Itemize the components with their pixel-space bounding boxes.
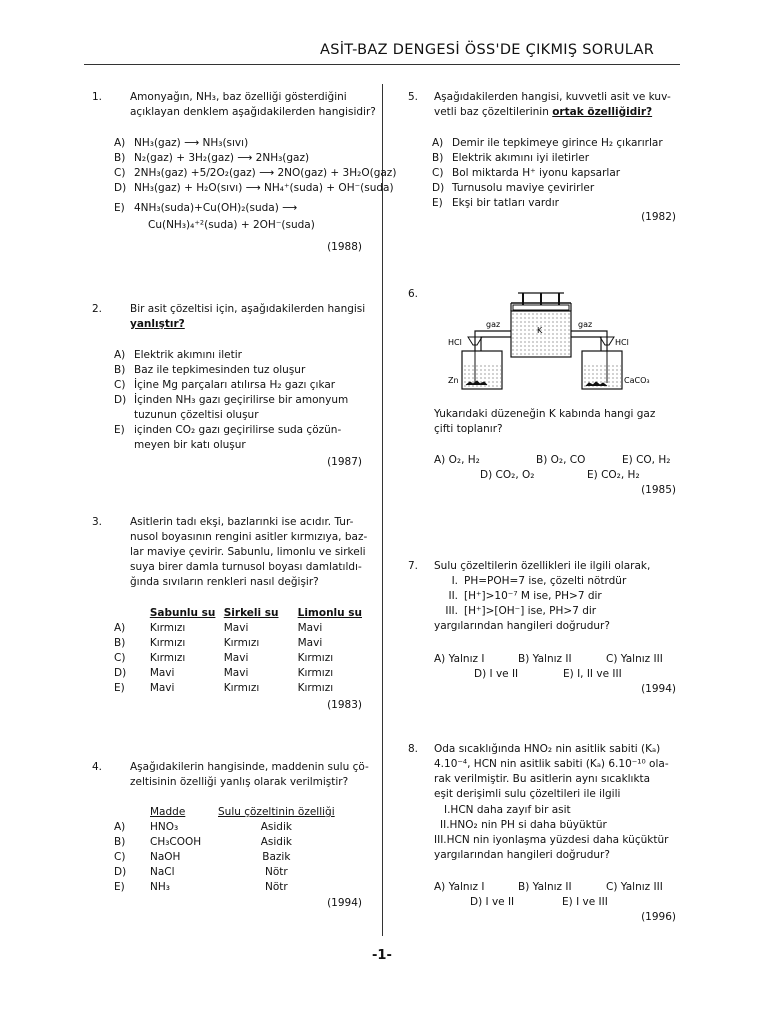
statement-i: I.HCN daha zayıf bir asit: [444, 804, 571, 816]
question-text: eşit derişimli sulu çözeltileri ile ilgili: [434, 788, 621, 800]
question-4: [92, 760, 369, 920]
column-header: Madde: [150, 806, 186, 818]
gas-right-label: gaz: [578, 320, 593, 329]
table-row[interactable]: A) Kırmızı Mavi Mavi: [114, 622, 323, 634]
table-row[interactable]: A) HNO₃ Asidik: [114, 821, 292, 833]
column-header: Sabunlu su: [149, 607, 216, 619]
table-row[interactable]: B) Kırmızı Kırmızı Mavi: [114, 637, 323, 649]
question-text: Yukarıdaki düzeneğin K kabında hangi gaz: [434, 408, 656, 420]
left-flask: [462, 351, 502, 389]
table-row[interactable]: D) NaCl Nötr: [114, 866, 288, 878]
question-text: Aşağıdakilerin hangisinde, maddenin sulu çö-: [130, 761, 369, 773]
question-text: Aşağıdakilerden hangisi, kuvvetli asit ve kuv-: [434, 91, 671, 103]
zn-label: Zn: [448, 376, 459, 385]
question-text: açıklayan denklem aşağıdakilerden hangisidir?: [130, 106, 376, 118]
question-1: 1. Amonyağın, NH₃, baz özelliği gösterdiğini açıklayan denklem aşağıdakilerden hangisidir? A) NH₃(gaz) ⟶ NH₃(sıvı) B) N₂(gaz) + 3H₂(gaz) ⟶ 2NH₃(gaz) C) 2NH₃(gaz) +5/2O₂(gaz) ⟶ 2NO(gaz) + 3H₂O(gaz) D) NH₃(gaz) + H₂O(sıvı) ⟶ NH₄⁺(suda) + OH⁻(suda) E) 4NH₃(suda)+Cu(OH)₂(suda) ⟶ Cu(NH₃)₄⁺²(suda) + 2OH⁻(suda) (1988): [92, 91, 397, 253]
question-year: (1988): [327, 241, 362, 253]
hcl-right-label: HCl: [615, 338, 629, 347]
question-number: 5.: [408, 91, 419, 103]
gas-collection-apparatus-diagram: [448, 289, 668, 399]
vessel-k-label: K: [537, 326, 543, 335]
question-year: (1985): [641, 484, 676, 496]
option-d[interactable]: D) I ve II: [474, 668, 519, 680]
question-text: yargılarından hangileri doğrudur?: [434, 849, 610, 861]
caco3-label: CaCO₃: [624, 376, 650, 385]
question-year: (1983): [327, 699, 362, 711]
column-header: Limonlu su: [297, 607, 362, 619]
question-text: yargılarından hangileri doğrudur?: [434, 620, 610, 632]
table-row[interactable]: E) NH₃ Nötr: [114, 881, 288, 893]
question-year: (1982): [641, 211, 676, 223]
hcl-left-label: HCl: [448, 338, 462, 347]
question-text: vetli baz çözeltilerinin: [434, 106, 553, 118]
statement-iii: III.HCN nin iyonlaşma yüzdesi daha küçüktür: [434, 834, 669, 846]
question-text: ğında sıvıların renkleri nasıl değişir?: [130, 576, 319, 588]
question-number: 7.: [408, 560, 419, 572]
table-header-row: [114, 805, 335, 820]
question-3: [92, 515, 368, 715]
question-7: 7. Sulu çözeltilerin özellikleri ile ilgili olarak, I. PH=POH=7 ise, çözelti nötrdür II. [H⁺]>10⁻⁷ M ise, PH>7 dir III. [H⁺]>[OH⁻] ise, PH>7 dir yargılarından hangileri doğrudur? A) Yalnız I B) Yalnız II C) Yalnız III D) I ve II E) I, II ve III (1994): [408, 560, 676, 695]
table-header-row: [114, 606, 362, 621]
answer-table: [114, 606, 362, 696]
column-header: Sirkeli su: [223, 607, 279, 619]
question-year: (1994): [641, 683, 676, 695]
option-e[interactable]: E) I, II ve III: [563, 668, 622, 680]
page-header-title: ASİT-BAZ DENGESİ ÖSS'DE ÇIKMIŞ SORULAR: [320, 42, 655, 58]
question-5: 5. Aşağıdakilerden hangisi, kuvvetli asit ve kuv- vetli baz çözeltilerinin ortak özelliğidir? A) Demir ile tepkimeye girince H₂ çıkarırlar B) Elektrik akımını iyi iletirler C) Bol miktarda H⁺ iyonu kapsarlar D) Turnusolu maviye çevirirler E) Ekşi bir tatları vardır (1982): [408, 91, 676, 223]
question-text: Bir asit çözeltisi için, aşağıdakilerden hangisi: [130, 303, 366, 315]
collection-vessel-k: [511, 293, 571, 357]
option-d[interactable]: D) I ve II: [470, 896, 515, 908]
question-text: çifti toplanır?: [434, 423, 503, 435]
column-header: Sulu çözeltinin özelliği: [218, 806, 335, 818]
question-year: (1996): [641, 911, 676, 923]
column-divider: [382, 84, 383, 936]
question-text: suya birer damla turnusol boyası damlatıldı-: [130, 561, 362, 573]
question-number: 8.: [408, 743, 419, 755]
answer-table: [114, 805, 335, 895]
option-a[interactable]: A) Yalnız I: [434, 881, 485, 893]
option-e-continuation: Cu(NH₃)₄⁺²(suda) + 2OH⁻(suda): [148, 219, 315, 231]
question-8: [408, 742, 676, 932]
question-year: (1994): [327, 897, 362, 909]
option-b[interactable]: B) O₂, CO: [536, 454, 586, 466]
question-number: 6.: [408, 288, 419, 300]
question-text: zeltisinin özelliği yanlış olarak verilmiştir?: [130, 776, 349, 788]
table-row[interactable]: B) CH₃COOH Asidik: [114, 836, 292, 848]
question-year: (1987): [327, 456, 362, 468]
table-row[interactable]: C) Kırmızı Mavi Kırmızı: [114, 652, 334, 664]
option-c[interactable]: C) Yalnız III: [606, 653, 663, 665]
question-number: 4.: [92, 761, 103, 773]
option-a[interactable]: A) Yalnız I: [434, 653, 485, 665]
option-d[interactable]: D) CO₂, O₂: [480, 469, 535, 481]
page-number: -1-: [372, 948, 392, 963]
question-number: 2.: [92, 303, 103, 315]
table-row[interactable]: D) Mavi Mavi Kırmızı: [114, 667, 334, 679]
option-e[interactable]: E) CO₂, H₂: [587, 469, 640, 481]
question-text: Asitlerin tadı ekşi, bazlarınki ise acıdır. Tur-: [130, 516, 354, 528]
question-2: 2. Bir asit çözeltisi için, aşağıdakilerden hangisi yanlıştır? A) Elektrik akımını iletir B) Baz ile tepkimesinden tuz oluşur C) İçine Mg parçaları atılırsa H₂ gazı çıkar D) İçinden NH₃ gazı geçirilirse bir amonyum tuzunun çözeltisi oluşur E) içinden CO₂ gazı geçirilirse suda çözün- meyen bir katı oluşur (1987): [92, 303, 366, 468]
option-b[interactable]: B) Yalnız II: [518, 653, 572, 665]
question-number: 1.: [92, 91, 103, 103]
statement-ii: II.HNO₂ nin PH si daha büyüktür: [440, 819, 607, 831]
question-text: nusol boyasının rengini asitler kırmızıya, baz-: [130, 531, 368, 543]
option-c[interactable]: C) Yalnız III: [606, 881, 663, 893]
header-rule: [84, 64, 680, 65]
question-text: 4.10⁻⁴, HCN nin asitlik sabiti (Kₐ) 6.10⁻¹⁰ ola-: [434, 758, 669, 770]
question-emphasis: ortak özelliğidir?: [552, 106, 653, 118]
question-text: rak verilmiştir. Bu asitlerin aynı sıcaklıkta: [434, 773, 651, 785]
table-row[interactable]: C) NaOH Bazik: [114, 851, 291, 863]
right-flask: [582, 351, 622, 389]
question-text: Oda sıcaklığında HNO₂ nin asitlik sabiti (Kₐ): [434, 743, 661, 755]
option-e-top[interactable]: E) CO, H₂: [622, 454, 671, 466]
question-text: Sulu çözeltilerin özellikleri ile ilgili olarak,: [434, 560, 651, 572]
question-number: 3.: [92, 516, 103, 528]
option-b[interactable]: B) Yalnız II: [518, 881, 572, 893]
option-a[interactable]: A) O₂, H₂: [434, 454, 480, 466]
question-6: [408, 287, 676, 502]
table-row[interactable]: E) Mavi Kırmızı Kırmızı: [114, 682, 334, 694]
option-e[interactable]: E) I ve III: [562, 896, 608, 908]
gas-left-label: gaz: [486, 320, 501, 329]
question-text: Amonyağın, NH₃, baz özelliği gösterdiğini: [130, 91, 347, 103]
question-emphasis: yanlıştır?: [130, 318, 185, 330]
question-text: lar maviye çevirir. Sabunlu, limonlu ve sirkeli: [130, 546, 366, 558]
